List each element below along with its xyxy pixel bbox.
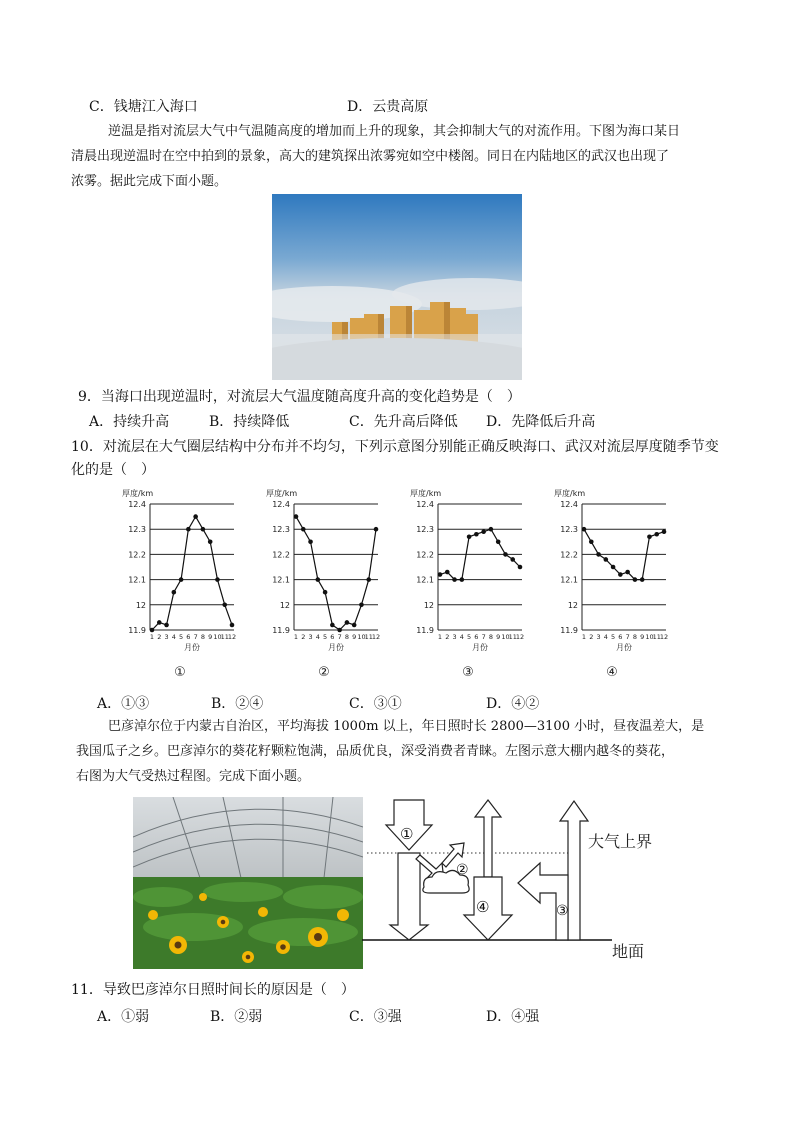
chart-point [294, 514, 299, 519]
chart-x-tick: 4 [459, 633, 464, 641]
chart-x-tick: 8 [488, 633, 493, 641]
chart-x-tick: 4 [603, 633, 608, 641]
chart-point [193, 514, 198, 519]
mark-2: ② [456, 862, 469, 878]
chart-4 [554, 488, 668, 680]
greenhouse-sunflower-photo [133, 797, 363, 969]
q9-stem: 9．当海口出现逆温时，对流层大气温度随高度升高的变化趋势是（ ） [78, 389, 521, 405]
chart-point [222, 603, 227, 608]
thickness-charts [118, 484, 718, 684]
chart-x-tick: 5 [467, 633, 472, 641]
chart-y-tick: 12.2 [272, 550, 290, 560]
chart-x-tick: 8 [344, 633, 349, 641]
arrow-ground-heating-atmosphere [518, 801, 588, 940]
atmosphere-heating-diagram [362, 795, 662, 970]
q11-option-d: D．④强 [486, 1009, 540, 1025]
chart-x-tick: 12 [659, 633, 669, 641]
chart-y-tick: 12.1 [560, 575, 578, 585]
chart-x-tick: 9 [352, 633, 357, 641]
chart-xlabel: 月份 [328, 643, 344, 652]
chart-x-tick: 6 [330, 633, 335, 641]
chart-point [164, 623, 169, 628]
chart-ylabel: 厚度/km [266, 489, 298, 498]
chart-y-tick: 11.9 [272, 626, 290, 635]
chart-x-tick: 9 [640, 633, 645, 641]
chart-point [467, 534, 472, 539]
q11-stem: 11．导致巴彦淖尔日照时间长的原因是（ ） [71, 982, 355, 998]
chart-x-tick: 10 [645, 633, 654, 641]
q8-option-c: C．钱塘江入海口 [89, 99, 198, 115]
chart-y-tick: 12.4 [272, 500, 290, 509]
chart-x-tick: 9 [496, 633, 501, 641]
chart-y-tick: 12.1 [416, 575, 434, 585]
chart-x-tick: 6 [186, 633, 191, 641]
chart-point [438, 572, 443, 577]
chart-point [662, 529, 667, 534]
atmosphere-top-label: 大气上界 [588, 832, 653, 851]
chart-point [647, 534, 652, 539]
chart-point [481, 529, 486, 534]
mark-3: ③ [556, 903, 569, 919]
chart-3 [410, 488, 524, 680]
q10-option-b: B．②④ [211, 696, 264, 712]
chart-point [489, 527, 494, 532]
chart-point [337, 628, 342, 633]
chart-point [640, 577, 645, 582]
chart-y-tick: 11.9 [416, 626, 434, 635]
q11-option-b: B．②弱 [210, 1009, 263, 1025]
chart-x-tick: 3 [308, 633, 313, 641]
passage1-line3: 浓雾。据此完成下面小题。 [71, 174, 228, 189]
chart-x-tick: 10 [357, 633, 366, 641]
chart-series-line [152, 517, 232, 630]
chart-x-tick: 5 [323, 633, 328, 641]
thickness-charts-svg [118, 484, 718, 684]
q11-option-c: C．③强 [349, 1009, 402, 1025]
chart-x-tick: 3 [596, 633, 601, 641]
q11-option-a: A．①弱 [97, 1009, 150, 1025]
chart-x-tick: 6 [474, 633, 479, 641]
chart-x-tick: 8 [632, 633, 637, 641]
chart-x-tick: 4 [171, 633, 176, 641]
chart-x-tick: 12 [227, 633, 237, 641]
chart-x-tick: 12 [515, 633, 525, 641]
chart-x-tick: 3 [452, 633, 457, 641]
chart-point [611, 565, 616, 570]
chart-point [474, 532, 479, 537]
chart-x-tick: 4 [315, 633, 320, 641]
chart-x-tick: 5 [179, 633, 184, 641]
chart-ylabel: 厚度/km [554, 489, 586, 498]
chart-y-tick: 11.9 [128, 626, 146, 635]
chart-point [208, 540, 213, 545]
chart-point [316, 577, 321, 582]
chart-point [654, 532, 659, 537]
q8-option-d: D．云贵高原 [347, 99, 429, 115]
ground-label: 地面 [612, 942, 645, 961]
chart-x-tick: 7 [193, 633, 198, 641]
fog-city-photo [272, 194, 522, 380]
chart-x-tick: 2 [157, 633, 162, 641]
chart-x-tick: 9 [208, 633, 213, 641]
chart-y-tick: 12 [135, 600, 146, 610]
chart-point [201, 527, 206, 532]
chart-xlabel: 月份 [472, 643, 488, 652]
chart-point [215, 577, 220, 582]
chart-x-tick: 6 [618, 633, 623, 641]
chart-point [596, 552, 601, 557]
chart-caption: ③ [462, 665, 474, 680]
arrow-ground-radiation-up [475, 800, 501, 877]
q9-option-d: D．先降低后升高 [486, 414, 596, 430]
chart-caption: ② [318, 665, 330, 680]
chart-point [179, 577, 184, 582]
chart-point [518, 565, 523, 570]
chart-point [230, 623, 235, 628]
chart-point [374, 527, 379, 532]
chart-x-tick: 7 [337, 633, 342, 641]
chart-x-tick: 11 [652, 633, 661, 641]
chart-point [452, 577, 457, 582]
chart-point [345, 620, 350, 625]
chart-caption: ① [174, 665, 186, 680]
chart-y-tick: 12 [567, 600, 578, 610]
chart-y-tick: 12.3 [560, 525, 578, 535]
chart-point [510, 557, 515, 562]
chart-y-tick: 11.9 [560, 626, 578, 635]
chart-point [496, 540, 501, 545]
chart-y-tick: 12.4 [416, 500, 434, 509]
chart-x-tick: 7 [625, 633, 630, 641]
chart-point [308, 540, 313, 545]
chart-x-tick: 11 [508, 633, 517, 641]
chart-point [589, 540, 594, 545]
chart-x-tick: 11 [364, 633, 373, 641]
chart-y-tick: 12.4 [128, 500, 146, 509]
chart-point [366, 577, 371, 582]
chart-ylabel: 厚度/km [122, 489, 154, 498]
chart-point [172, 590, 177, 595]
chart-x-tick: 10 [501, 633, 510, 641]
chart-y-tick: 12.2 [560, 550, 578, 560]
chart-x-tick: 3 [164, 633, 169, 641]
chart-point [618, 572, 623, 577]
chart-point [604, 557, 609, 562]
chart-x-tick: 11 [220, 633, 229, 641]
passage1-line2: 清晨出现逆温时在空中拍到的景象，高大的建筑探出浓雾宛如空中楼阁。同日在内陆地区的武汉也出现了 [71, 149, 670, 164]
chart-y-tick: 12 [279, 600, 290, 610]
passage2-line1: 巴彦淖尔位于内蒙古自治区，平均海拔 1000m 以上，年日照时长 2800—3100 小时，昼夜温差大，是 [108, 719, 705, 734]
passage2-line2: 我国瓜子之乡。巴彦淖尔的葵花籽颗粒饱满，品质优良，深受消费者青睐。左图示意大棚内越冬的葵花， [76, 744, 675, 759]
chart-x-tick: 1 [581, 633, 587, 641]
chart-point [301, 527, 306, 532]
mark-1: ① [400, 825, 414, 843]
chart-y-tick: 12.3 [416, 525, 434, 535]
chart-point [186, 527, 191, 532]
q10-stem-line2: 化的是（ ） [71, 462, 155, 478]
chart-x-tick: 7 [481, 633, 486, 641]
chart-x-tick: 1 [149, 633, 155, 641]
q10-option-c: C．③① [349, 696, 402, 712]
chart-point [445, 570, 450, 575]
chart-2 [266, 488, 380, 680]
chart-series-line [296, 517, 376, 630]
chart-x-tick: 12 [371, 633, 381, 641]
chart-x-tick: 2 [301, 633, 306, 641]
chart-x-tick: 8 [200, 633, 205, 641]
chart-point [352, 623, 357, 628]
chart-x-tick: 1 [437, 633, 443, 641]
chart-1 [122, 488, 236, 680]
q9-option-b: B．持续降低 [209, 414, 290, 430]
chart-xlabel: 月份 [184, 643, 200, 652]
chart-y-tick: 12.2 [416, 550, 434, 560]
chart-point [157, 620, 162, 625]
chart-point [503, 552, 508, 557]
mark-4: ④ [476, 898, 490, 916]
chart-y-tick: 12.1 [272, 575, 290, 585]
chart-xlabel: 月份 [616, 643, 632, 652]
chart-point [460, 577, 465, 582]
chart-y-tick: 12.3 [128, 525, 146, 535]
chart-x-tick: 1 [293, 633, 299, 641]
arrow-solar-radiation [386, 800, 432, 940]
chart-point [323, 590, 328, 595]
chart-y-tick: 12.2 [128, 550, 146, 560]
chart-point [633, 577, 638, 582]
chart-y-tick: 12.4 [560, 500, 578, 509]
chart-point [582, 527, 587, 532]
chart-x-tick: 10 [213, 633, 222, 641]
chart-x-tick: 5 [611, 633, 616, 641]
chart-point [625, 570, 630, 575]
chart-x-tick: 2 [589, 633, 594, 641]
q9-option-a: A．持续升高 [89, 414, 170, 430]
chart-caption: ④ [606, 665, 618, 680]
chart-x-tick: 2 [445, 633, 450, 641]
chart-y-tick: 12 [423, 600, 434, 610]
passage1-line1: 逆温是指对流层大气中气温随高度的增加而上升的现象，其会抑制大气的对流作用。下图为海口某日 [108, 124, 681, 139]
chart-y-tick: 12.3 [272, 525, 290, 535]
q9-option-c: C．先升高后降低 [349, 414, 458, 430]
chart-y-tick: 12.1 [128, 575, 146, 585]
chart-ylabel: 厚度/km [410, 489, 442, 498]
q10-option-a: A．①③ [97, 696, 150, 712]
q10-stem-line1: 10．对流层在大气圈层结构中分布并不均匀，下列示意图分别能正确反映海口、武汉对流层厚度随季节变 [71, 439, 719, 455]
chart-point [359, 603, 364, 608]
chart-point [150, 628, 155, 633]
passage2-line3: 右图为大气受热过程图。完成下面小题。 [76, 769, 311, 784]
chart-point [330, 623, 335, 628]
q10-option-d: D．④② [486, 696, 540, 712]
